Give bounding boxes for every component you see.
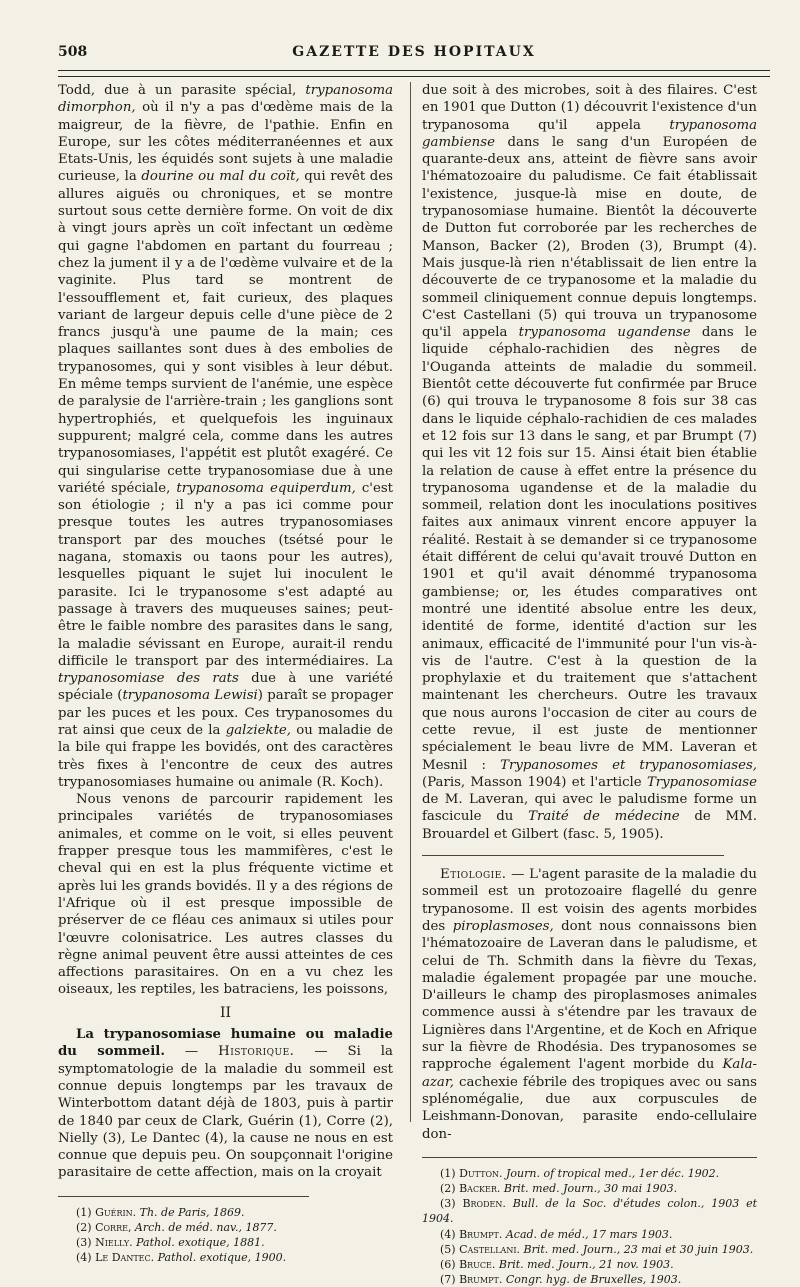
text-run: de M. Laveran, qui avec le paludisme forme un fascicule du bbox=[422, 792, 757, 825]
italic-term: Trypanosomes et trypanosomiases, bbox=[500, 757, 757, 773]
page-number: 508 bbox=[58, 44, 88, 60]
text-run: — Si la symptomatologie de la maladie du sommeil est connue depuis longtemps par les travaux de Winterbottom datant déjà de 1803, puis à partir de 1840 par ceux de Clark, Guérin (1), Corre (2), Nielly (3), Le Dantec (4), la cause ne nous en est connue que depuis peu. On soupçonnait l'origine parasitaire de cette affection, mais on la croyait bbox=[58, 1044, 393, 1181]
text-run: c'est son étiologie ; il n'y a pas ici comme pour presque toutes les autres trypanosomiases transport par des mouches (tsétsé pour le nagana, stomaxis ou taons pour les autres), lesquelles piquant le sujet lui inoculent le parasite. Ici le trypanosome s'est adapté au passage à travers des muqueuses saines; peut-être le faible nombre des parasites dans le sang, la maladie sévissant en Europe, aurait-il rendu difficile le transport par des intermédiaires. La bbox=[58, 480, 393, 669]
footnotes-left bbox=[58, 1205, 393, 1266]
italic-term: trypanosoma equiperdum, bbox=[176, 480, 356, 496]
text-run: cachexie fébrile des tropiques avec ou sans splénomégalie, due aux corpuscules de Leishmann-Donovan, parasite endo-cellulaire don- bbox=[422, 1074, 757, 1142]
paragraph bbox=[58, 82, 393, 791]
footnote: (6) Bruce. Brit. med. Journ., 21 nov. 1903. bbox=[440, 1258, 674, 1272]
text-run: — bbox=[164, 1044, 219, 1060]
footnote: (7) Brumpt. Congr. hyg. de Bruxelles, 1903. bbox=[440, 1273, 682, 1287]
text-run: due à une variété spéciale ( bbox=[58, 671, 394, 704]
footnote: (4) Le Dantec. Pathol. exotique, 1900. bbox=[76, 1251, 287, 1265]
section-rule bbox=[422, 855, 724, 856]
italic-term: dourine ou mal du coït, bbox=[141, 169, 300, 185]
italic-term: trypanosoma ugandense bbox=[518, 325, 691, 341]
footnote-rule bbox=[58, 1196, 309, 1197]
text-run: de MM. Brouardel et Gilbert (fasc. 5, 1905). bbox=[422, 809, 757, 842]
subsection-heading: Historique. bbox=[218, 1044, 295, 1060]
text-run: Todd, due à un parasite spécial, bbox=[58, 83, 306, 98]
italic-term: trypanosoma gambiense bbox=[422, 117, 757, 150]
footnote: (2) Corre, Arch. de méd. nav., 1877. bbox=[76, 1220, 277, 1234]
footnote: (3) Nielly. Pathol. exotique, 1881. bbox=[76, 1236, 265, 1250]
footnote: (5) Castellani. Brit. med. Journ., 23 mai et 30 juin 1903. bbox=[440, 1242, 754, 1256]
subsection-heading: Etiologie. bbox=[440, 867, 507, 883]
footnote: (4) Brumpt. Acad. de méd., 17 mars 1903. bbox=[440, 1227, 673, 1241]
italic-term: piroplasmoses, bbox=[452, 918, 554, 934]
text-run: où il n'y a pas d'œdème mais de la maigreur, de la fièvre, de l'pathie. Enfin en Europe, sur les côtes méditerranéennes et aux Etats-Unis, les équidés sont sujets à une maladie curieuse, la bbox=[58, 100, 393, 185]
italic-term: Traité de médecine bbox=[528, 809, 680, 825]
text-run: ou maladie de la bile qui frappe les bovidés, ont des caractères très fixes à l'encontre de ceux des autres trypanosomiases humaine ou animale (R. Koch). bbox=[58, 722, 393, 790]
page-header bbox=[58, 38, 770, 68]
text-run: dans le sang d'un Européen de quarante-deux ans, atteint de fièvre sans avoir l'hématozoaire du paludisme. Ce fait établissait l'existence, jusque-là mise en doute, de trypanosomiase humaine. Bientôt la découverte de Dutton fut corroborée par les recherches de Manson, Backer (2), Broden (3), Brumpt (4). Mais jusque-là rien n'établissait de lien entre la découverte de ce trypanosome et la maladie du sommeil cliniquement connue depuis longtemps. C'est Castellani (5) qui trouva un trypanosome qu'il appela bbox=[422, 134, 757, 341]
section-heading: La trypanosomiase humaine ou maladie du sommeil. bbox=[58, 1027, 393, 1060]
text-run: — L'agent parasite de la maladie du sommeil est un protozoaire flagellé du genre trypanosome. Il est voisin des agents morbides des bbox=[422, 867, 757, 934]
header-rule bbox=[58, 70, 770, 77]
footnote: (1) Dutton. Journ. of tropical med., 1er déc. 1902. bbox=[440, 1166, 720, 1180]
section-number: II bbox=[219, 1004, 232, 1021]
text-run: dans le liquide céphalo-rachidien des nègres de l'Ouganda atteints de maladie du sommeil. Bientôt cette découverte fut confirmée par Bruce (6) qui trouva le trypanosome 8 fois sur 38 cas dans le liquide céphalo-rachidien de ces malades et 12 fois sur 13 dans le sang, et par Brumpt (7) qui les vit 12 fois sur 15. Ainsi était bien établie la relation de cause à effet entre la présence du trypanosoma ugandense et de la maladie du sommeil, relation dont les inoculations positives faites aux animaux vinrent encore appuyer la réalité. Restait à se demander si ce trypanosome était différent de celui qu'avait trouvé Dutton en 1901 et qu'il avait dénommé trypanosoma gambiense; or, les études comparatives ont montré une identité absolue entre les deux, identité de forme, identité d'action sur les animaux, efficacité de l'immunité pour l'un vis-à-vis de l'autre. C'est à la question de la prophylaxie et du traitement que s'attachent maintenant les chercheurs. Outre les travaux que nous aurons l'occasion de citer au cours de cette revue, il est juste de mentionner spécialement le beau livre de MM. Laveran et Mesnil : bbox=[422, 325, 757, 773]
italic-term: galziekte, bbox=[225, 722, 292, 738]
text-run: (Paris, Masson 1904) et l'article bbox=[422, 774, 647, 790]
column-divider bbox=[410, 82, 411, 1122]
paragraph bbox=[58, 1026, 393, 1182]
italic-term: trypanosomiase des rats bbox=[58, 671, 239, 687]
text-run: due soit à des microbes, soit à des filaires. C'est en 1901 que Dutton (1) découvrit l'existence d'un trypanosoma qu'il appela bbox=[422, 83, 757, 133]
footnote: (3) Broden. Bull. de la Soc. d'études colon., 1903 et 1904. bbox=[422, 1197, 757, 1226]
text-run: ) paraît se propager par les puces et les poux. Ces trypanosomes du rat ainsi que ceux de la bbox=[58, 688, 393, 738]
italic-term: Trypanosomiase bbox=[646, 774, 757, 790]
paragraph bbox=[422, 866, 757, 1143]
footnote: (2) Backer. Brit. med. Journ., 30 mai 1903. bbox=[440, 1182, 678, 1196]
left-column bbox=[58, 82, 393, 1266]
right-column bbox=[422, 82, 757, 1287]
italic-term: trypanosoma Lewisi bbox=[122, 688, 258, 704]
italic-term: Kala-azar, bbox=[422, 1057, 757, 1090]
running-title: GAZETTE DES HOPITAUX bbox=[292, 44, 536, 60]
paragraph bbox=[422, 82, 757, 843]
text-run: qui revêt des allures aiguës ou chroniques, et se montre surtout sous cette dernière forme. On voit de dix à vingt jours après un coït infectant un œdème qui gagne l'abdomen en partant du fourreau ; chez la jument il y a de l'œdème vulvaire et de la vaginite. Plus tard se montrent de l'essoufflement et, fait curieux, des plaques variant de largeur depuis celle d'une pièce de 2 francs jusqu'à une paume de la main; ces plaques saillantes sont dues à des embolies de trypanosomes, qui y sont visibles à leur début. En même temps survient de l'anémie, une espèce de paralysie de l'arrière-train ; les ganglions sont hypertrophiés, et quelquefois les inguinaux suppurent; malgré cela, comme dans les autres trypanosomiases, l'appétit est plutôt exagéré. Ce qui singularise cette trypanosomiase due à une variété spéciale, bbox=[58, 169, 393, 496]
footnotes-right bbox=[422, 1166, 757, 1287]
footnote: (1) Guérin. Th. de Paris, 1869. bbox=[76, 1205, 245, 1219]
text-run: dont nous connaissons bien l'hématozoaire de Laveran dans le paludisme, et celui de Th. Schmith dans la fièvre du Texas, maladie également propagée par une mouche. D'ailleurs le champ des piroplasmoses animales commence aussi à s'étendre par les travaux de Lignières dans l'Argentine, et de Koch en Afrique sur la fièvre de Rhodésia. Des trypanosomes se rapproche également l'agent morbide du bbox=[422, 918, 757, 1073]
paragraph: Nous venons de parcourir rapidement les principales variétés de trypanosomiases animales, et comme on le voit, si elles peuvent frapper presque tous les mammifères, c'est le cheval qui en est la plus fréquente victime et après lui les grands bovidés. Il y a des régions de l'Afrique où il est presque impossible de préserver de ce fléau ces animaux si utiles pour l'œuvre colonisatrice. Les autres classes du règne animal peuvent être aussi atteintes de ces affections parasitaires. On en a vu chez les oiseaux, les reptiles, les batraciens, les poissons, bbox=[58, 792, 393, 998]
italic-term: trypanosoma dimorphon, bbox=[58, 83, 393, 116]
